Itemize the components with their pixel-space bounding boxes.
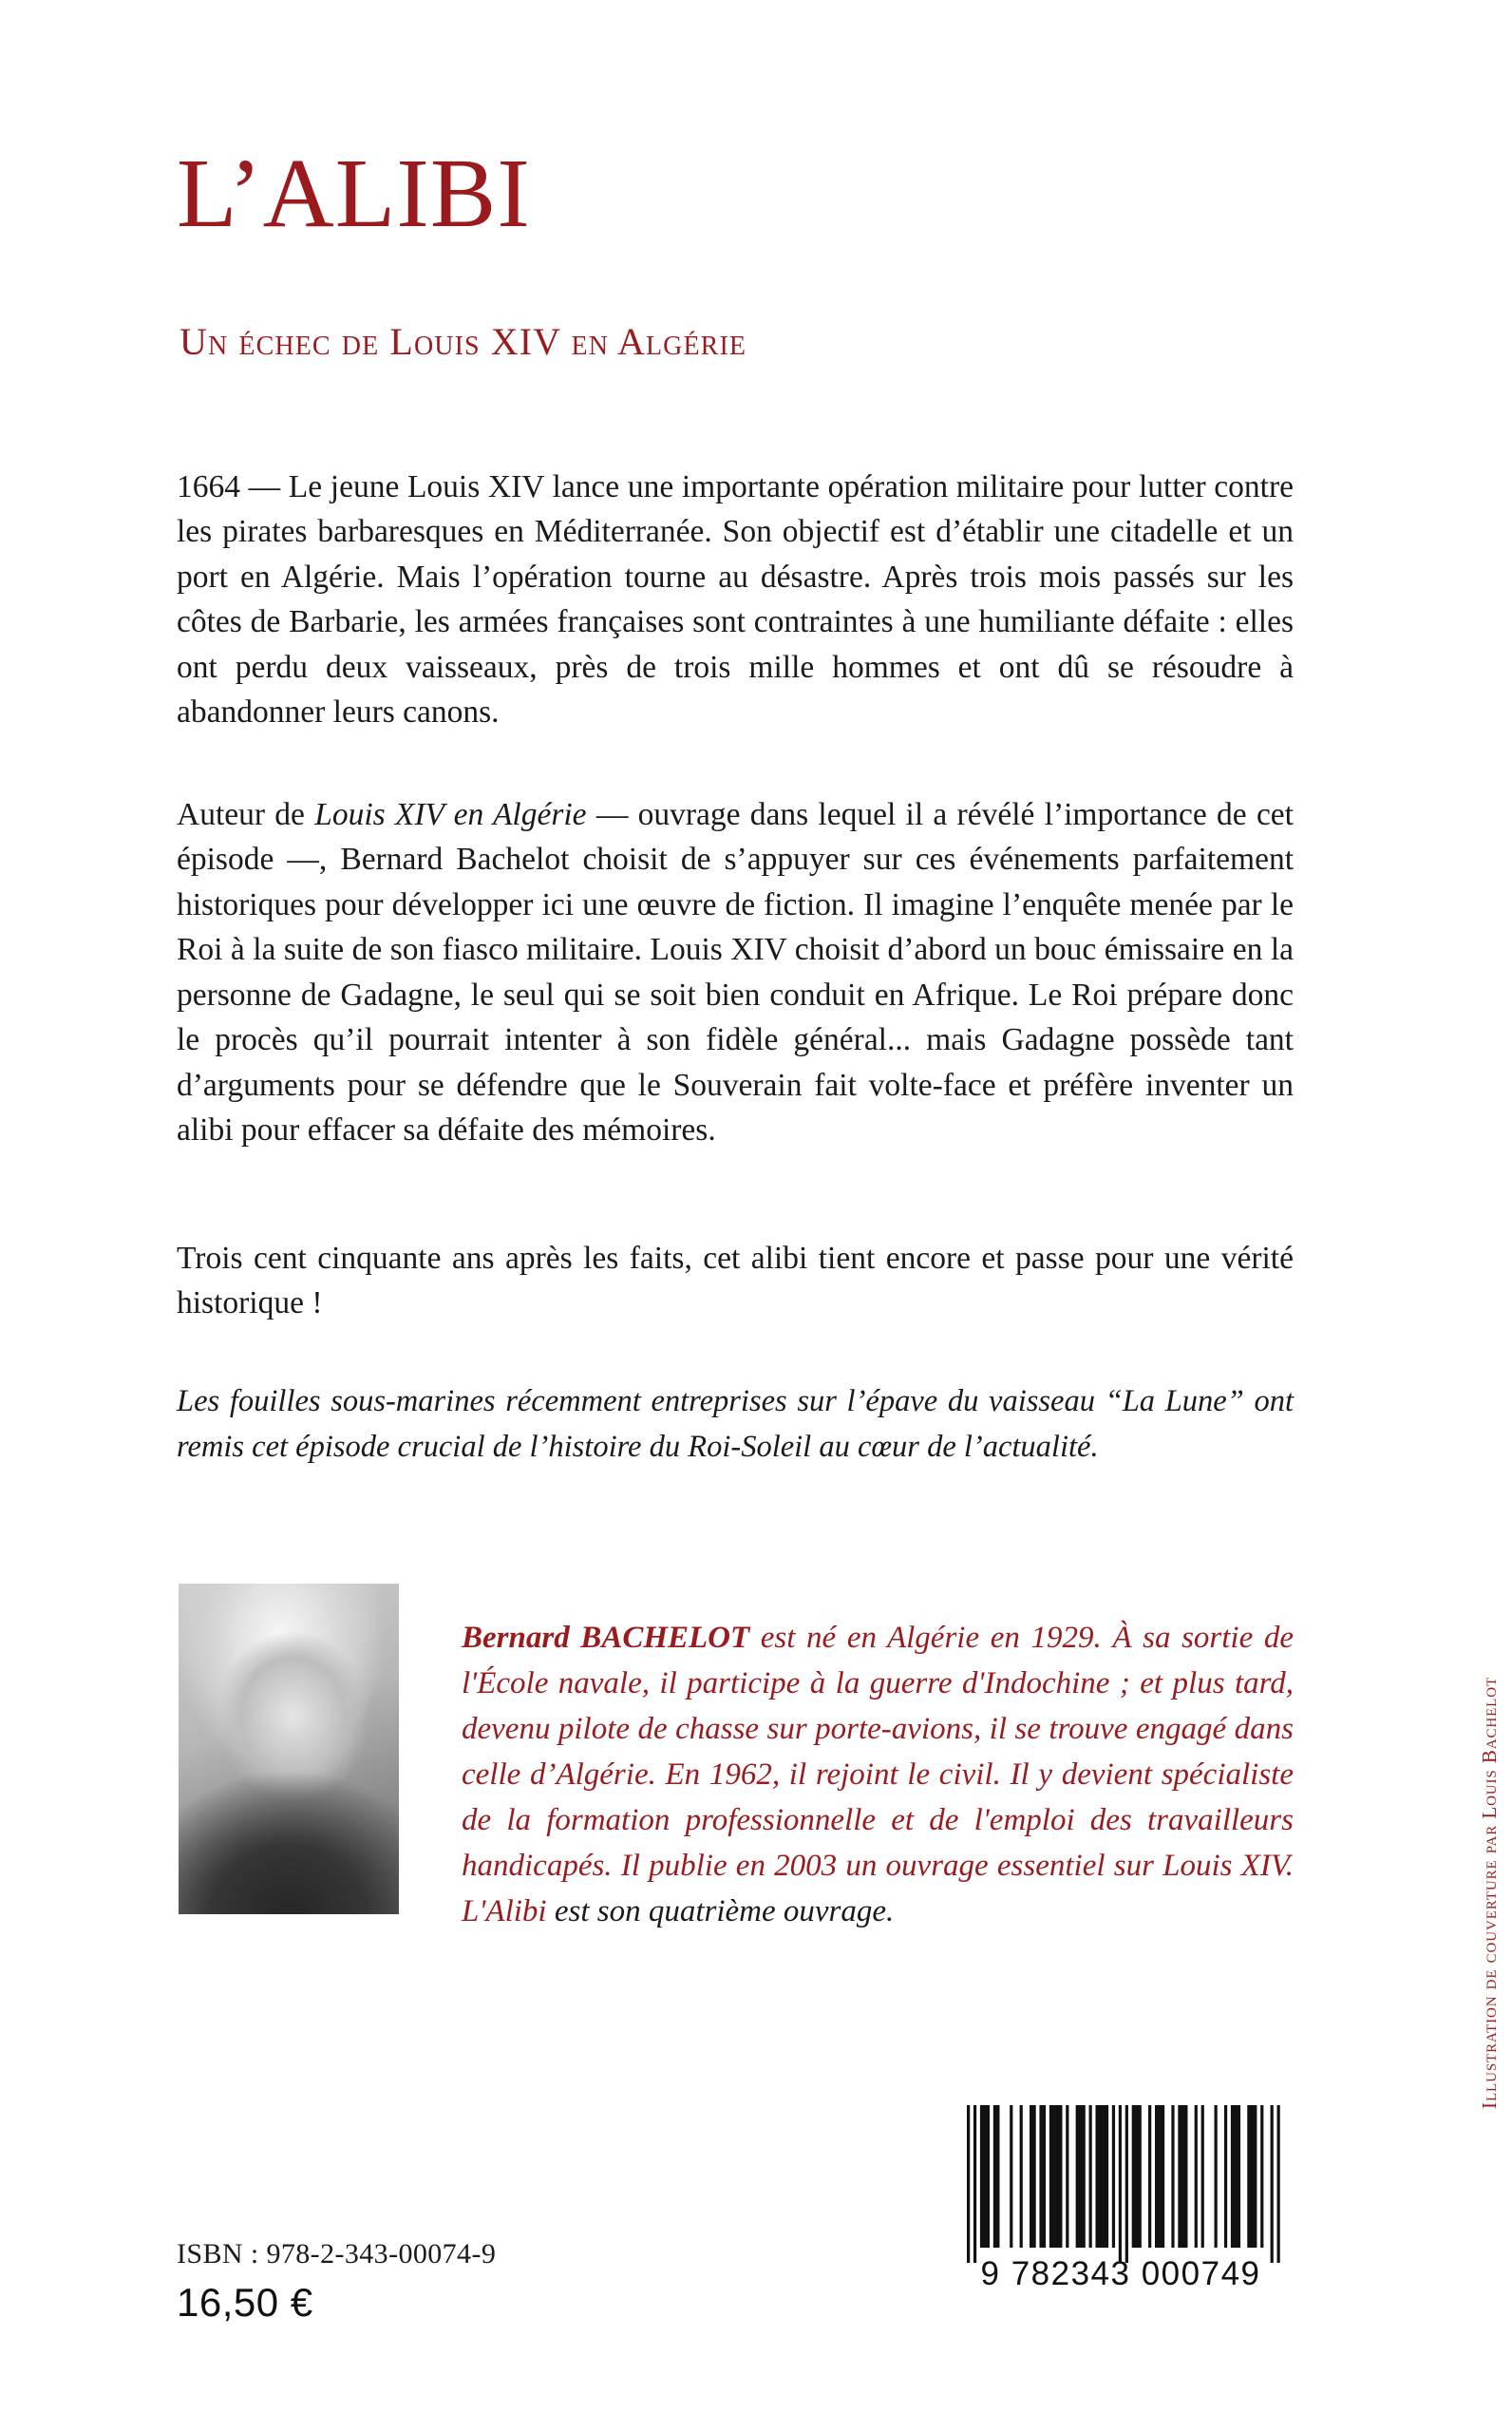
cover-content-column [177,0,1294,2412]
barcode-digits: 9 782343 000749 [980,2255,1261,2292]
blurb-paragraph-2-rest: — ouvrage dans lequel il a révélé l’importance de cet épisode —, Bernard Bachelot choisit de s’appuyer sur ces événements parfaitement historiques pour développer ici une œuvre de fiction. Il imagine l’enquête menée par le Roi à la suite de son fiasco militaire. Louis XIV choisit d’abord un bouc émissaire en la personne de Gadagne, le seul qui se soit bien conduit en Afrique. Le Roi prépare donc le procès qu’il pourrait intenter à son fidèle général... mais Gadagne possède tant d’arguments pour se défendre que le Souverain fait volte-face et préfère inventer un alibi pour effacer sa défaite des mémoires. [177,796,1294,1148]
barcode-bars [950,2105,1292,2263]
blurb-paragraph-2-lead: Auteur de [177,796,315,832]
blurb-italic-note: Les fouilles sous-marines récemment entreprises sur l’épave du vaisseau “La Lune” ont remis cet épisode crucial de l’histoire du Roi-Soleil au cœur de l’actualité. [177,1383,1294,1464]
page-subtitle: Un échec de Louis XIV en Algérie [180,320,747,363]
author-biography [462,1615,1294,1934]
cover-illustration-credit: Illustration de couverture par Louis Bachelot [1478,1676,1501,2109]
referenced-work-title: Louis XIV en Algérie [314,796,587,832]
price-text: 16,50 € [177,2280,313,2325]
blurb-paragraph-1: 1664 — Le jeune Louis XIV lance une importante opération militaire pour lutter contre les pirates barbaresques en Méditerranée. Son objectif est d’établir une citadelle et un port en Algérie. Mais l’opération tourne au désastre. Après trois mois passés sur les côtes de Barbarie, les armées françaises sont contraintes à une humiliante défaite : elles ont perdu deux vaisseaux, près de trois mille hommes et ont dû se résoudre à abandonner leurs canons. [177,468,1294,730]
blurb-paragraph-3: Trois cent cinquante ans après les faits, cet alibi tient encore et passe pour une vérité historique ! [177,1240,1294,1320]
author-biography-tail-text: est son quatrième ouvrage. [554,1894,895,1928]
blurb-paragraph-2 [177,792,1294,1153]
isbn-text: ISBN : 978-2-343-00074-9 [177,2238,497,2270]
author-portrait-photo [179,1584,399,1914]
barcode [950,2105,1292,2305]
author-biography-red-text: est né en Algérie en 1929. À sa sortie de l'École navale, il participe à la guerre d'Indochine ; et plus tard, devenu pilote de chasse sur porte-avions, il se trouve engagé dans celle d’Algérie. En 1962, il rejoint le civil. Il y devient spécialiste de la formation professionnelle et de l'emploi des travailleurs handicapés. Il publie en 2003 un ouvrage essentiel sur Louis XIV. L'Alibi [462,1621,1294,1928]
author-name: Bernard BACHELOT [462,1621,750,1655]
page-title: L’ALIBI [177,139,531,248]
